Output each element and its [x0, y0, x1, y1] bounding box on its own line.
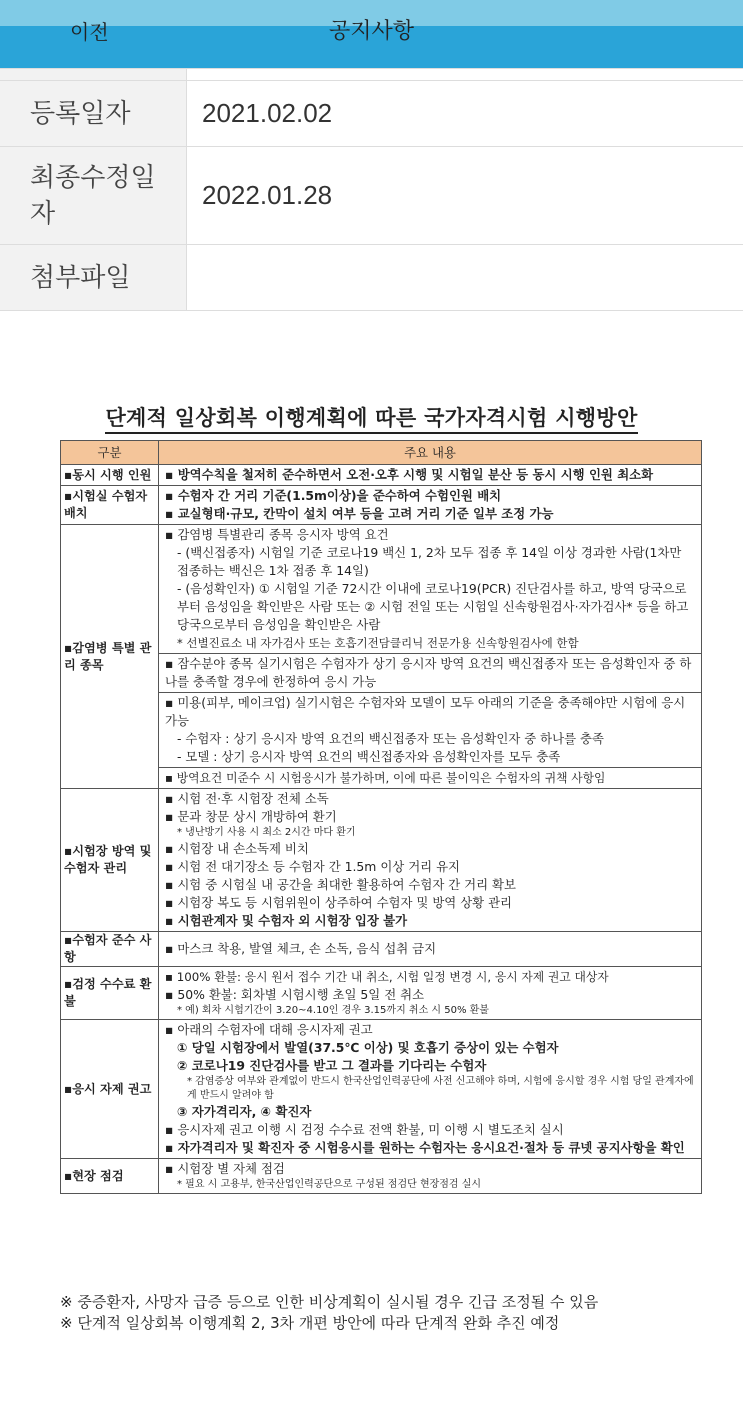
content-line: ▪ 시험장 복도 등 시험위원이 상주하여 수험자 및 방역 상황 관리: [165, 895, 513, 910]
document-title: [0, 402, 743, 432]
row-content: [159, 1020, 702, 1159]
row-content: [159, 693, 702, 768]
content-line: ▪ 시험장 내 손소독제 비치: [165, 841, 309, 856]
row-content: [159, 525, 702, 654]
row-category: ▪현장 점검: [61, 1159, 159, 1194]
row-content: [159, 789, 702, 932]
content-line: ▪ 50% 환불: 회차별 시험시행 초일 5일 전 취소: [165, 987, 425, 1002]
table-row: [61, 932, 702, 967]
info-row-registered: [0, 81, 743, 147]
content-line: * 감염증상 여부와 관계없이 반드시 한국산업인력공단에 사전 신고해야 하며, 시험에 응시할 경우 시험 당일 관계자에게 반드시 알려야 함: [187, 1076, 694, 1101]
content-line: ③ 자가격리자, ④ 확진자: [177, 1104, 312, 1119]
column-header-content: 주요 내용: [159, 441, 702, 465]
content-line: * 선별진료소 내 자가검사 또는 호흡기전담클리닉 전문가용 신속항원검사에 한함: [177, 636, 579, 650]
modified-date-value: 2022.01.28: [202, 180, 333, 210]
registered-date-value: 2021.02.02: [202, 98, 333, 128]
row-category: ▪시험장 방역 및 수험자 관리: [61, 789, 159, 932]
table-row: [61, 465, 702, 486]
row-content: [159, 465, 702, 486]
row-content: [159, 654, 702, 693]
content-line: - (백신접종자) 시험일 기준 코로나19 백신 1, 2차 모두 접종 후 14일 이상 경과한 사람(1차만 접종하는 백신은 1차 접종 후 14일): [177, 545, 682, 578]
content-line: - 수험자 : 상기 응시자 방역 요건의 백신접종자 또는 음성확인자 중 하나를 충족: [177, 731, 604, 746]
content-line: ▪ 마스크 착용, 발열 체크, 손 소독, 음식 섭취 금지: [165, 941, 437, 956]
content-line: ▪ 잠수분야 종목 실기시험은 수험자가 상기 응시자 방역 요건의 백신접종자 또는 음성확인자 중 하나를 충족할 경우에 한정하여 응시 가능: [165, 656, 692, 689]
content-line: * 필요 시 고용부, 한국산업인력공단으로 구성된 점검단 현장점검 실시: [177, 1179, 482, 1190]
info-value: [187, 69, 743, 80]
table-row: [61, 967, 702, 1020]
row-category: ▪응시 자제 권고: [61, 1020, 159, 1159]
table-row: [61, 486, 702, 525]
content-line: ▪ 시험장 별 자체 점검: [165, 1161, 285, 1176]
content-line: ▪ 시험관계자 및 수험자 외 시험장 입장 불가: [165, 913, 408, 928]
attachment-value[interactable]: [187, 245, 743, 310]
notice-info-table: [0, 68, 743, 311]
content-line: ▪ 시험 중 시험실 내 공간을 최대한 활용하여 수험자 간 거리 확보: [165, 877, 516, 892]
back-button[interactable]: 이전: [70, 20, 109, 44]
row-category: ▪검정 수수료 환불: [61, 967, 159, 1020]
table-row: [61, 1020, 702, 1159]
content-line: ▪ 방역수칙을 철저히 준수하면서 오전·오후 시행 및 시험일 분산 등 동시 시행 인원 최소화: [165, 467, 654, 482]
attachment-label: 첨부파일: [0, 245, 187, 310]
table-row: [61, 1159, 702, 1194]
content-line: ② 코로나19 진단검사를 받고 그 결과를 기다리는 수험자: [177, 1058, 487, 1073]
document-notes: [60, 1292, 740, 1334]
row-content: [159, 967, 702, 1020]
table-row: [61, 525, 702, 654]
document-title-text: 단계적 일상회복 이행계획에 따른 국가자격시험 시행방안: [105, 406, 637, 434]
content-line: ▪ 수험자 간 거리 기준(1.5m이상)을 준수하여 수험인원 배치: [165, 488, 502, 503]
row-content: [159, 932, 702, 967]
policy-table: [60, 440, 702, 1194]
row-content: [159, 1159, 702, 1194]
table-row: [61, 789, 702, 932]
column-header-category: 구분: [61, 441, 159, 465]
content-line: * 예) 회차 시험기간이 3.20~4.10인 경우 3.15까지 취소 시 50% 환불: [177, 1005, 489, 1016]
content-line: ▪ 자가격리자 및 확진자 중 시험응시를 원하는 수험자는 응시요건·절차 등 큐넷 공지사항을 확인: [165, 1140, 685, 1155]
content-line: ▪ 아래의 수험자에 대해 응시자제 권고: [165, 1022, 373, 1037]
note-line: ※ 중증환자, 사망자 급증 등으로 인한 비상계획이 실시될 경우 긴급 조정될 수 있음: [60, 1293, 599, 1311]
content-line: ① 당일 시험장에서 발열(37.5℃ 이상) 및 호흡기 증상이 있는 수험자: [177, 1040, 559, 1055]
content-line: - (음성확인자) ① 시험일 기준 72시간 이내에 코로나19(PCR) 진단검사를 하고, 방역 당국으로부터 음성임을 확인받은 사람 또는 ② 시험 전일 또는 시험일 신속항원검사·자가검사* 등을 하고 당국으로부터 음성임을 확인받은 사람: [177, 581, 689, 632]
row-category: ▪시험실 수험자 배치: [61, 486, 159, 525]
content-line: ▪ 교실형태·규모, 칸막이 설치 여부 등을 고려 거리 기준 일부 조정 가능: [165, 506, 554, 521]
content-line: ▪ 100% 환불: 응시 원서 접수 기간 내 취소, 시험 일정 변경 시, 응시 자제 권고 대상자: [165, 970, 609, 984]
row-category: ▪수험자 준수 사항: [61, 932, 159, 967]
content-line: ▪ 미용(피부, 메이크업) 실기시험은 수험자와 모델이 모두 아래의 기준을 충족해야만 시험에 응시 가능: [165, 695, 686, 728]
content-line: - 모델 : 상기 응시자 방역 요건의 백신접종자와 음성확인자를 모두 충족: [177, 749, 561, 764]
info-row-modified: [0, 147, 743, 245]
modified-date-label: 최종수정일자: [0, 147, 187, 244]
policy-table-header: [61, 441, 702, 465]
content-line: * 냉난방기 사용 시 최소 2시간 마다 환기: [177, 827, 356, 838]
content-line: ▪ 시험 전·후 시험장 전체 소독: [165, 791, 329, 806]
page-title: 공지사항: [328, 19, 414, 44]
registered-date-label: 등록일자: [0, 81, 187, 146]
app-header: [0, 0, 743, 68]
row-content: [159, 486, 702, 525]
content-line: ▪ 문과 창문 상시 개방하여 환기: [165, 809, 337, 824]
info-label: [0, 69, 187, 80]
info-row-attachment: [0, 245, 743, 311]
content-line: ▪ 응시자제 권고 이행 시 검정 수수료 전액 환불, 미 이행 시 별도조치 실시: [165, 1122, 564, 1137]
content-line: ▪ 감염병 특별관리 종목 응시자 방역 요건: [165, 527, 389, 542]
content-line: ▪ 시험 전 대기장소 등 수험자 간 1.5m 이상 거리 유지: [165, 859, 461, 874]
row-content: [159, 768, 702, 789]
info-row-top: [0, 69, 743, 81]
notice-body-image: [0, 380, 743, 1380]
content-line: ▪ 방역요건 미준수 시 시험응시가 불가하며, 이에 따른 불이익은 수험자의 귀책 사항임: [165, 771, 606, 785]
row-category: ▪감염병 특별 관리 종목: [61, 525, 159, 789]
note-line: ※ 단계적 일상회복 이행계획 2, 3차 개편 방안에 따라 단계적 완화 추진 예정: [60, 1314, 560, 1332]
row-category: ▪동시 시행 인원: [61, 465, 159, 486]
